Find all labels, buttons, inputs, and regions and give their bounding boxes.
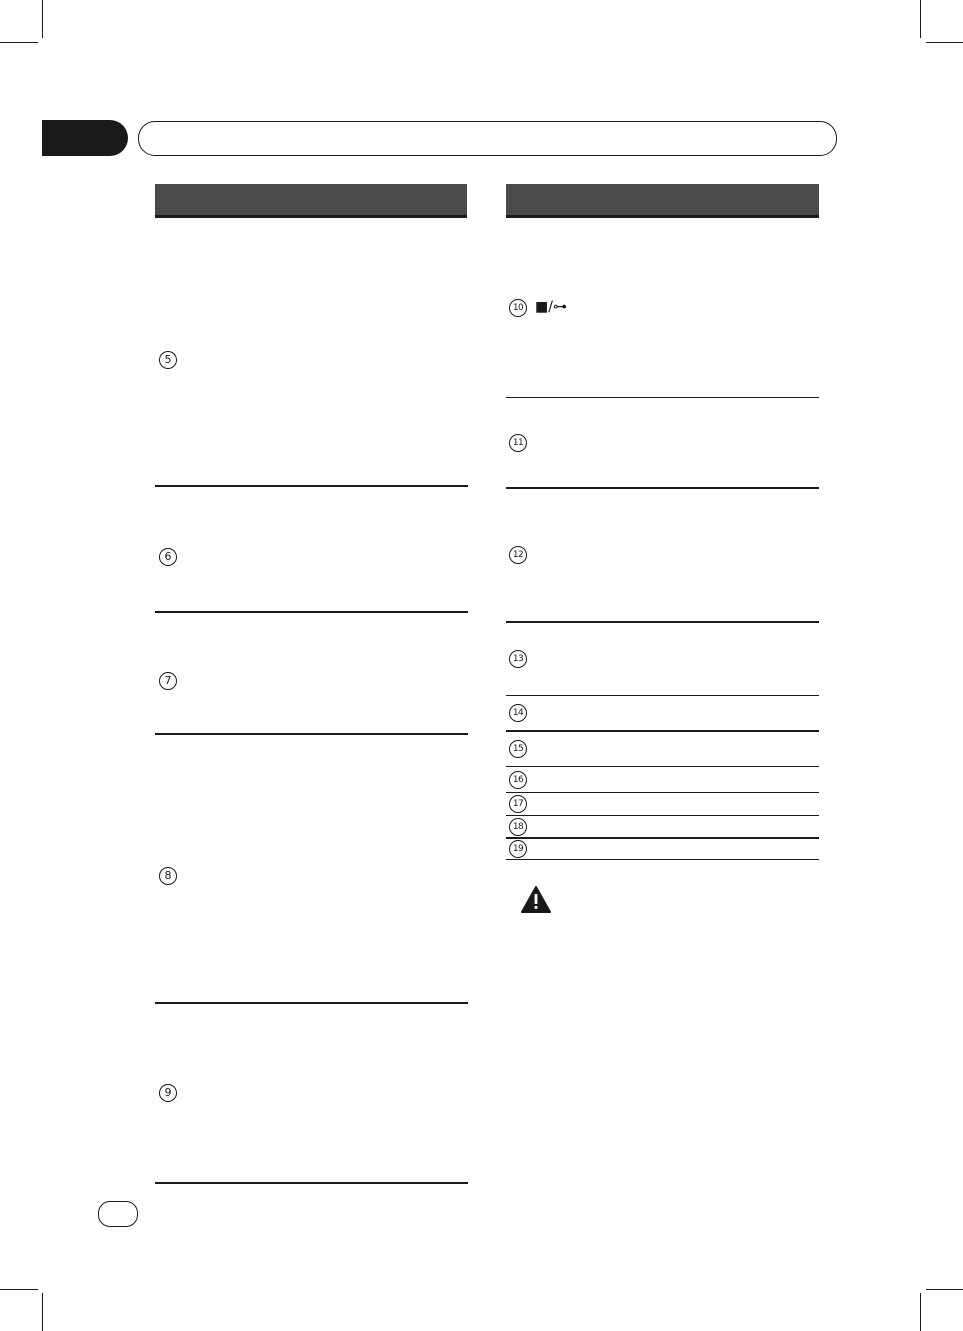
item-number-13: 13 [509,650,527,668]
row-divider [155,611,468,613]
item-number-18: 18 [509,818,527,836]
crop-mark [0,42,38,43]
warning-triangle-icon [521,886,551,913]
language-badge [98,1201,138,1227]
item-number-17: 17 [509,795,527,813]
row-divider [506,792,819,793]
right-column-header [506,184,819,218]
item-number-8: 8 [159,867,177,885]
item-number-12: 12 [509,546,527,564]
item-number-7: 7 [159,672,177,690]
row-divider [155,485,468,487]
item-number-16: 16 [509,771,527,789]
row-divider [506,766,819,767]
crop-mark [0,1289,38,1290]
item-number-6: 6 [159,548,177,566]
row-divider [506,695,819,696]
section-title-bar [138,121,837,156]
crop-mark [926,42,963,43]
row-divider [506,859,819,860]
row-divider [506,730,819,732]
item-number-5: 5 [159,351,177,369]
left-column-header [155,184,467,218]
chapter-tab [42,120,128,156]
row-divider [506,621,819,623]
row-divider [506,815,819,816]
item-number-10: 10 [509,299,527,317]
stop-eject-symbol: ■/⊶ [535,299,567,315]
row-divider [506,397,819,398]
crop-mark [920,1293,921,1331]
crop-mark [42,1293,43,1331]
item-number-15: 15 [509,740,527,758]
crop-mark [42,0,43,38]
row-divider [506,837,819,839]
row-divider [155,1002,468,1004]
crop-mark [926,1289,963,1290]
item-number-11: 11 [509,434,527,452]
item-number-19: 19 [509,840,527,858]
row-divider [155,1182,468,1184]
item-number-14: 14 [509,704,527,722]
row-divider [155,733,468,735]
crop-mark [920,0,921,38]
item-number-9: 9 [159,1084,177,1102]
row-divider [506,487,819,489]
